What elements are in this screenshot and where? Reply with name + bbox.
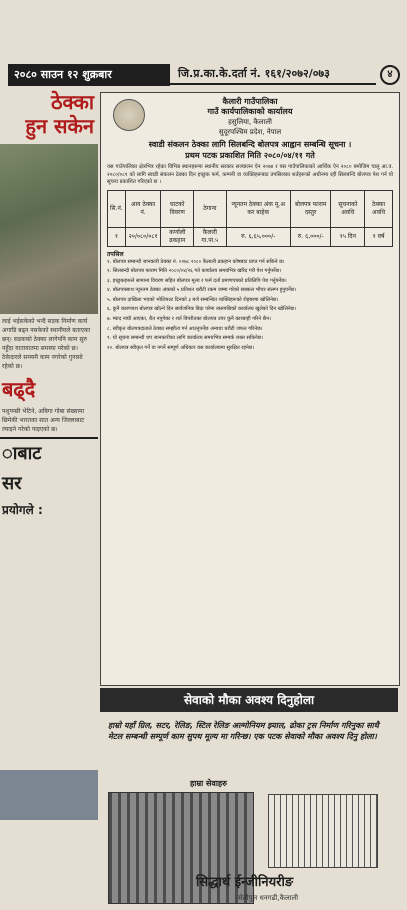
masthead-date: २०८० साउन १२ शुक्रबार <box>8 64 170 86</box>
table-cell: कैलारी गा.पा.५ <box>194 227 226 246</box>
term-item: ४. बोलपत्रसाथ न्यूनतम ठेक्का अंकको ५ प्रतिशत धरौटी रकम जम्मा गरेको सक्कल भौचर संलग्न हुनुपर्नेछ। <box>107 287 297 294</box>
office-name: गाउँ कार्यपालिकाको कार्यालय <box>207 107 293 116</box>
table-header-cell: ठेक्का अवधि <box>365 190 393 227</box>
notice-title: स्वाडी संकलन ठेक्का लागि सिलबन्दि बोलपत्र आह्वान सम्बन्धि सूचना । <box>148 140 352 149</box>
terms-heading: तपसिल <box>107 250 124 258</box>
term-item: १०. बोलपत्र स्वीकृत गर्ने वा नगर्ने सम्पूर्ण अधिकार यस कार्यालयमा सुरक्षित रहनेछ। <box>107 344 255 351</box>
office-address: हसुलिया, कैलाली <box>228 118 272 126</box>
table-header-cell: घाटको विवरण <box>161 190 194 227</box>
government-emblem-icon <box>113 99 145 131</box>
railing-sketch <box>268 794 378 868</box>
table-header-cell: सूचनाको अवधि <box>331 190 365 227</box>
table-cell: २०/०८०/०८१ <box>125 227 161 246</box>
masthead-registration: जि.प्र.का.के.दर्ता नं. १६१/२०७२/०७३ <box>170 65 376 85</box>
term-item: ६. कुनै कारणवश बोलपत्र खोल्ने दिन सार्वजनिक बिदा परेमा त्यसपछिको कार्यालय खुलेको दिन खोलिनेछ। <box>107 306 297 313</box>
advert-text: हाम्रो यहाँ ग्रिल, सटर, रेलिङ, स्टिल रेलिङ अल्मोनियम झ्याल, ढोका ट्रस निर्माण गरिनुका साथै मेटल सम्बन्धी सम्पूर्ण काम सुपथ मूल्य मा गरिन्छ। एक पटक सेवाको मौका अवश्य दिनु होला। <box>108 721 379 741</box>
news-subheading: प्रयोगले : <box>2 503 43 517</box>
table-cell: रु. ६,६५,०००/- <box>226 227 290 246</box>
term-item: १. बोलपत्र सम्बन्धी जानकारी ठेक्का नं. ०२७८ २०८० कैलाली ढकहान कोषबाट प्राप्त गर्न सकिने छ। <box>107 258 285 265</box>
tender-table <box>107 190 393 247</box>
advert-brand: सिद्धार्थ ईन्जीनियरीङ <box>196 875 294 890</box>
office-province: सुदूरपश्चिम प्रदेश, नेपाल <box>218 128 282 136</box>
term-item: ३. इच्छुकहरूले सामान्य विवरण सहित बोलपत्र मूल्य र फर्म दर्ता प्रमाणपत्रको प्रतिलिपि पेश गर्नुपर्नेछ। <box>107 277 287 284</box>
table-header-cell: न्यूनतम ठेक्का अंक मू.अ कर बाहेक <box>226 190 290 227</box>
page-number: ४ <box>380 65 400 85</box>
notice-intro: यस गाउँपालिका क्षेत्रभित्र रहेका विभिन्न स्थानहरूमा स्थानीय सरकार सञ्चालन ऐन २०७४ र यस गाउँपालिकाको आर्थिक ऐन २०८० बमोजिम चालु आ.व. २०८०/०८१ को लागि स्वाडी संकलन ठेक्का दिन इच्छुक फर्म, कम्पनी वा व्यक्तिहरूबाट तपसिलका शर्तहरूको अधीनमा रही सिलबन्दि बोलपत्र पेश गर्न यो सूचना प्रकाशित गरिएको छ । <box>107 164 393 185</box>
term-item: २. सिलबन्दी बोलपत्र फाराम मिति २०८०/०४/२६ गते कार्यालय समयभित्र खरिद गरी पेश गर्नुपर्नेछ। <box>107 268 282 275</box>
tender-notice <box>100 92 400 686</box>
term-item: ८. स्वीकृत बोलपत्रदाताले ठेक्का सम्झौता गर्न आउनुपर्नेछ अन्यथा धरौटी जफत गरिनेछ। <box>107 325 263 332</box>
news-headline: ठेक्का <box>50 90 94 114</box>
term-item: ५. बोलपत्र दाखिला भएको भोलिपल्ट दिनको ३ बजे सम्बन्धित व्यक्तिहरूको रोहबरमा खोलिनेछ। <box>107 296 279 303</box>
advert-banner: सेवाको मौका अवश्य दिनुहोला <box>100 688 398 712</box>
news-body: लाई भईसकेको भन्दै सडक निर्माण कार्य अगाडि बढ्न नसकेको स्थानीयले बताएका छन्। सडकको ठेक्का लागेपनि काम सुरु नहुँदा यातायातमा समस्या परेको छ। ठेकेदारले समयमै काम नगरेको गुनासो रहेको छ। <box>2 318 91 370</box>
news-headline: सर <box>2 473 22 494</box>
news-photo <box>0 770 98 820</box>
news-photo <box>0 144 98 314</box>
table-cell: १ वर्ष <box>365 227 393 246</box>
term-item: ९. यो सूचना सम्बन्धी थप जानकारीका लागि कार्यालय समयभित्र सम्पर्क राख्न सकिनेछ। <box>107 335 264 342</box>
terms-list <box>101 258 399 354</box>
notice-subtitle: प्रथम पटक प्रकाशित मिति २०८०/०४/११ गते <box>185 151 315 160</box>
table-header-row <box>108 190 393 227</box>
table-row <box>108 227 393 246</box>
news-headline: हुन सकेन <box>25 114 94 138</box>
table-cell: कर्णाली ढकहान <box>161 227 194 246</box>
table-cell: १ <box>108 227 126 246</box>
advert-address: सेतीपुल धनगढी,कैलाली <box>238 894 299 902</box>
table-cell: रु. ६,०००/- <box>290 227 331 246</box>
table-header-cell: ठेगाना <box>194 190 226 227</box>
table-header-cell: बोलपत्र फाराम दस्तुर <box>290 190 331 227</box>
news-headline: ाबाट <box>0 437 98 469</box>
table-header-cell: सि.नं. <box>108 190 126 227</box>
table-header-cell: आय ठेक्का नं. <box>125 190 161 227</box>
news-body: पशुपन्छी भेटिने, अबिगा गोबा संख्यामा छिमेकी भारतका सात अन्य जिल्लाबाट ल्याइने गरेको पाइएको छ। <box>2 408 85 433</box>
advert-services-label: हाम्रा सेवाहरु <box>190 779 227 788</box>
table-cell: १५ दिन <box>331 227 365 246</box>
news-headline: बढ्दै <box>2 377 36 401</box>
term-item: ७. म्याद नाघी आएका, रीत नपुगेका र शर्त विपरीतका बोलपत्र उपर कुनै कारबाही गरिने छैन। <box>107 316 271 323</box>
masthead <box>8 64 400 86</box>
office-name: कैलारी गाउँपालिका <box>222 97 278 106</box>
table-body <box>108 227 393 246</box>
